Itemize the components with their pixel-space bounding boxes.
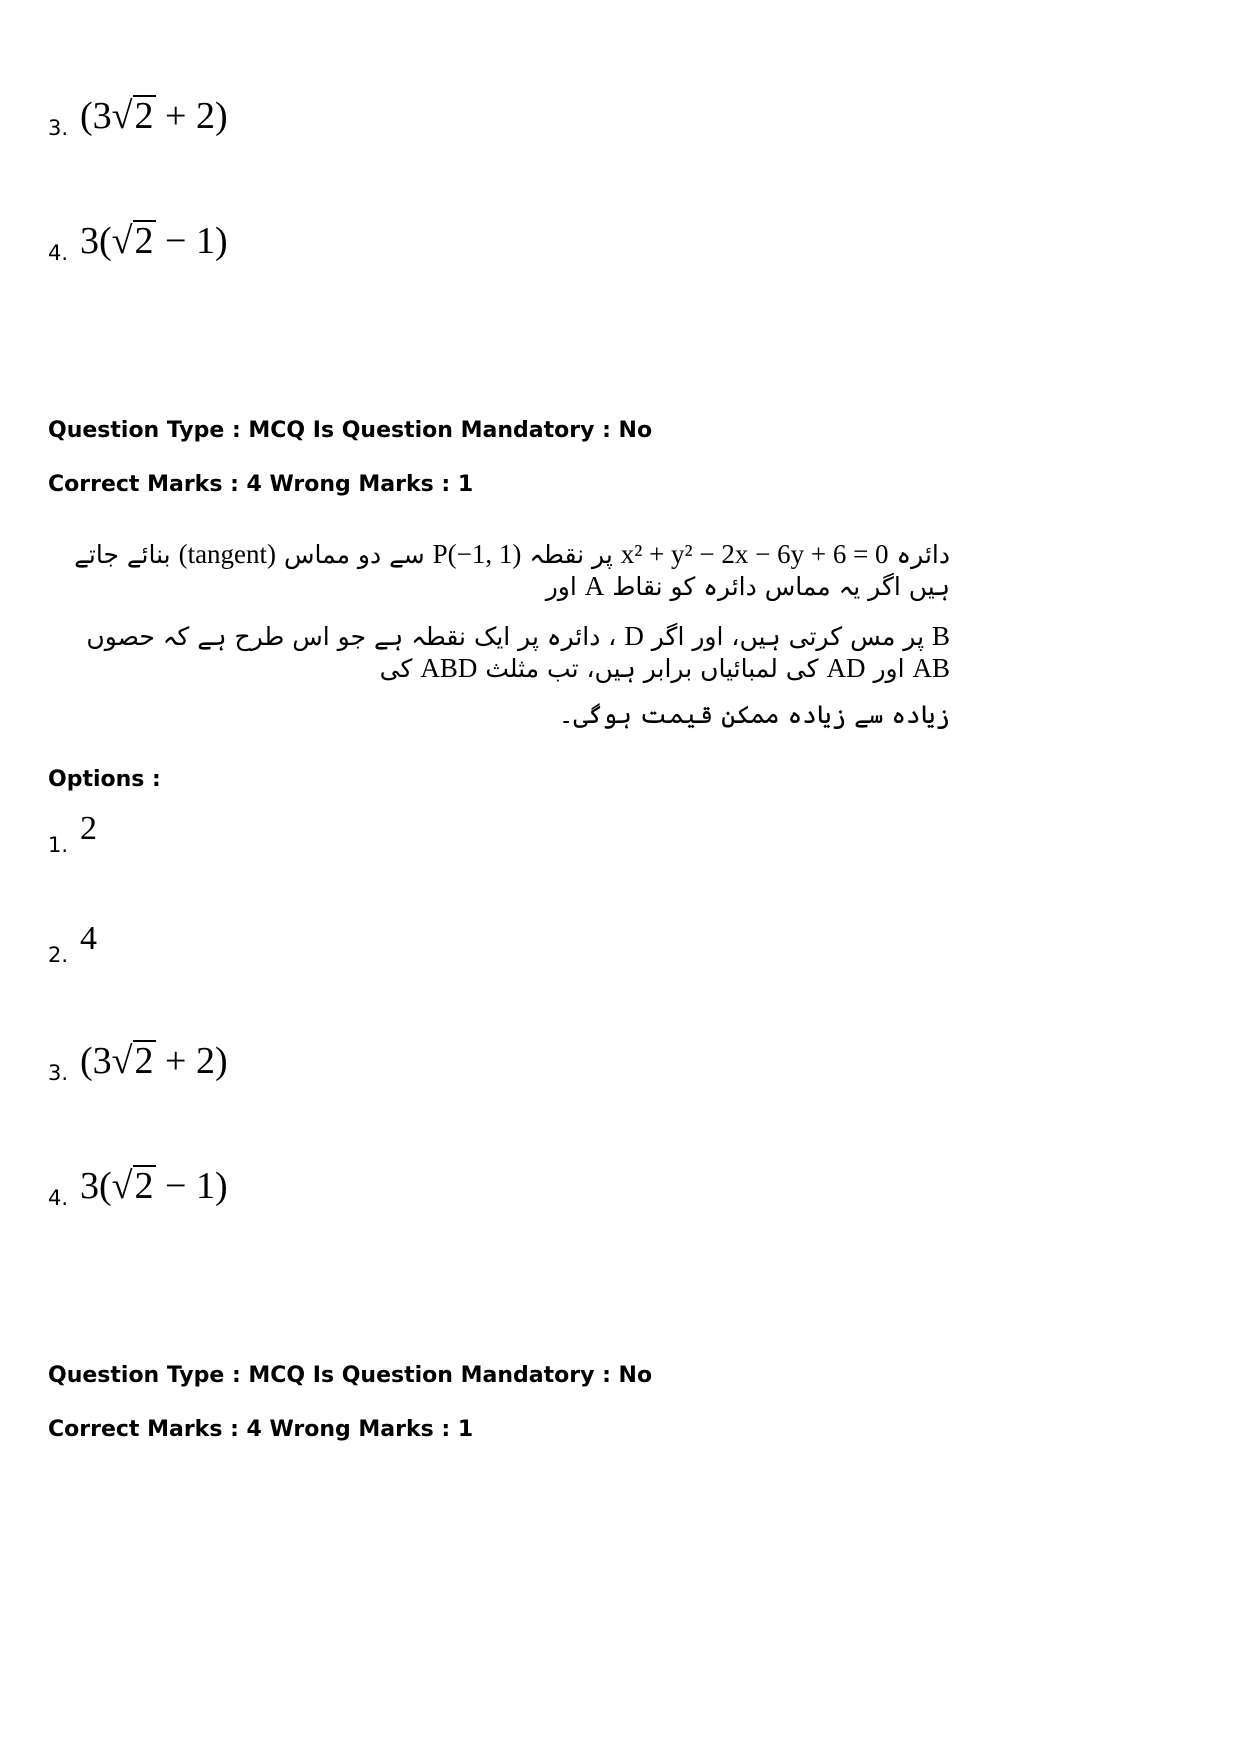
option-value: 2 bbox=[80, 810, 97, 847]
option-value: 4 bbox=[80, 920, 97, 957]
prev-option-3 bbox=[48, 95, 228, 139]
option-math: 3(√2 − 1) bbox=[80, 1165, 228, 1207]
circle-equation: x² + y² − 2x − 6y + 6 = 0 bbox=[620, 539, 889, 569]
option-4 bbox=[48, 1165, 228, 1209]
option-number: 1. bbox=[48, 833, 69, 857]
option-number: 3. bbox=[48, 116, 69, 140]
option-math: (3√2 + 2) bbox=[80, 95, 228, 137]
question-text-line-2: B پر مس کرتی ہیں، اور اگر D ، دائرہ پر ایک نقطہ ہے جو اس طرح ہے کہ حصوں AB اور AD کی لمبائیاں برابر ہیں، تب مثلث ABD کی bbox=[86, 621, 950, 684]
next-question-marks-line: Correct Marks : 4 Wrong Marks : 1 bbox=[48, 1417, 474, 1442]
option-number: 3. bbox=[48, 1061, 69, 1085]
question-text-line-1: دائرہ x² + y² − 2x − 6y + 6 = 0 پر نقطہ P(−1, 1) سے دو مماس (tangent) بنائے جاتے ہیں اگر یہ مماس دائرہ کو نقاط A اور bbox=[74, 539, 950, 602]
option-math: 3(√2 − 1) bbox=[80, 220, 228, 262]
option-number: 4. bbox=[48, 1186, 69, 1210]
point-p: P(−1, 1) bbox=[432, 539, 522, 569]
option-math: (3√2 + 2) bbox=[80, 1040, 228, 1082]
question-type-line: Question Type : MCQ Is Question Mandatory : No bbox=[48, 418, 653, 443]
option-number: 2. bbox=[48, 943, 69, 967]
option-2 bbox=[48, 922, 97, 966]
option-3 bbox=[48, 1040, 228, 1084]
options-label: Options : bbox=[48, 767, 161, 792]
question-text-line-3: زیادہ سے زیادہ ممکن قیمت ہوگی۔ bbox=[558, 700, 950, 729]
option-1 bbox=[48, 812, 97, 856]
next-question-type-line: Question Type : MCQ Is Question Mandatory : No bbox=[48, 1363, 653, 1388]
question-marks-line: Correct Marks : 4 Wrong Marks : 1 bbox=[48, 472, 474, 497]
prev-option-4 bbox=[48, 220, 228, 264]
option-number: 4. bbox=[48, 241, 69, 265]
